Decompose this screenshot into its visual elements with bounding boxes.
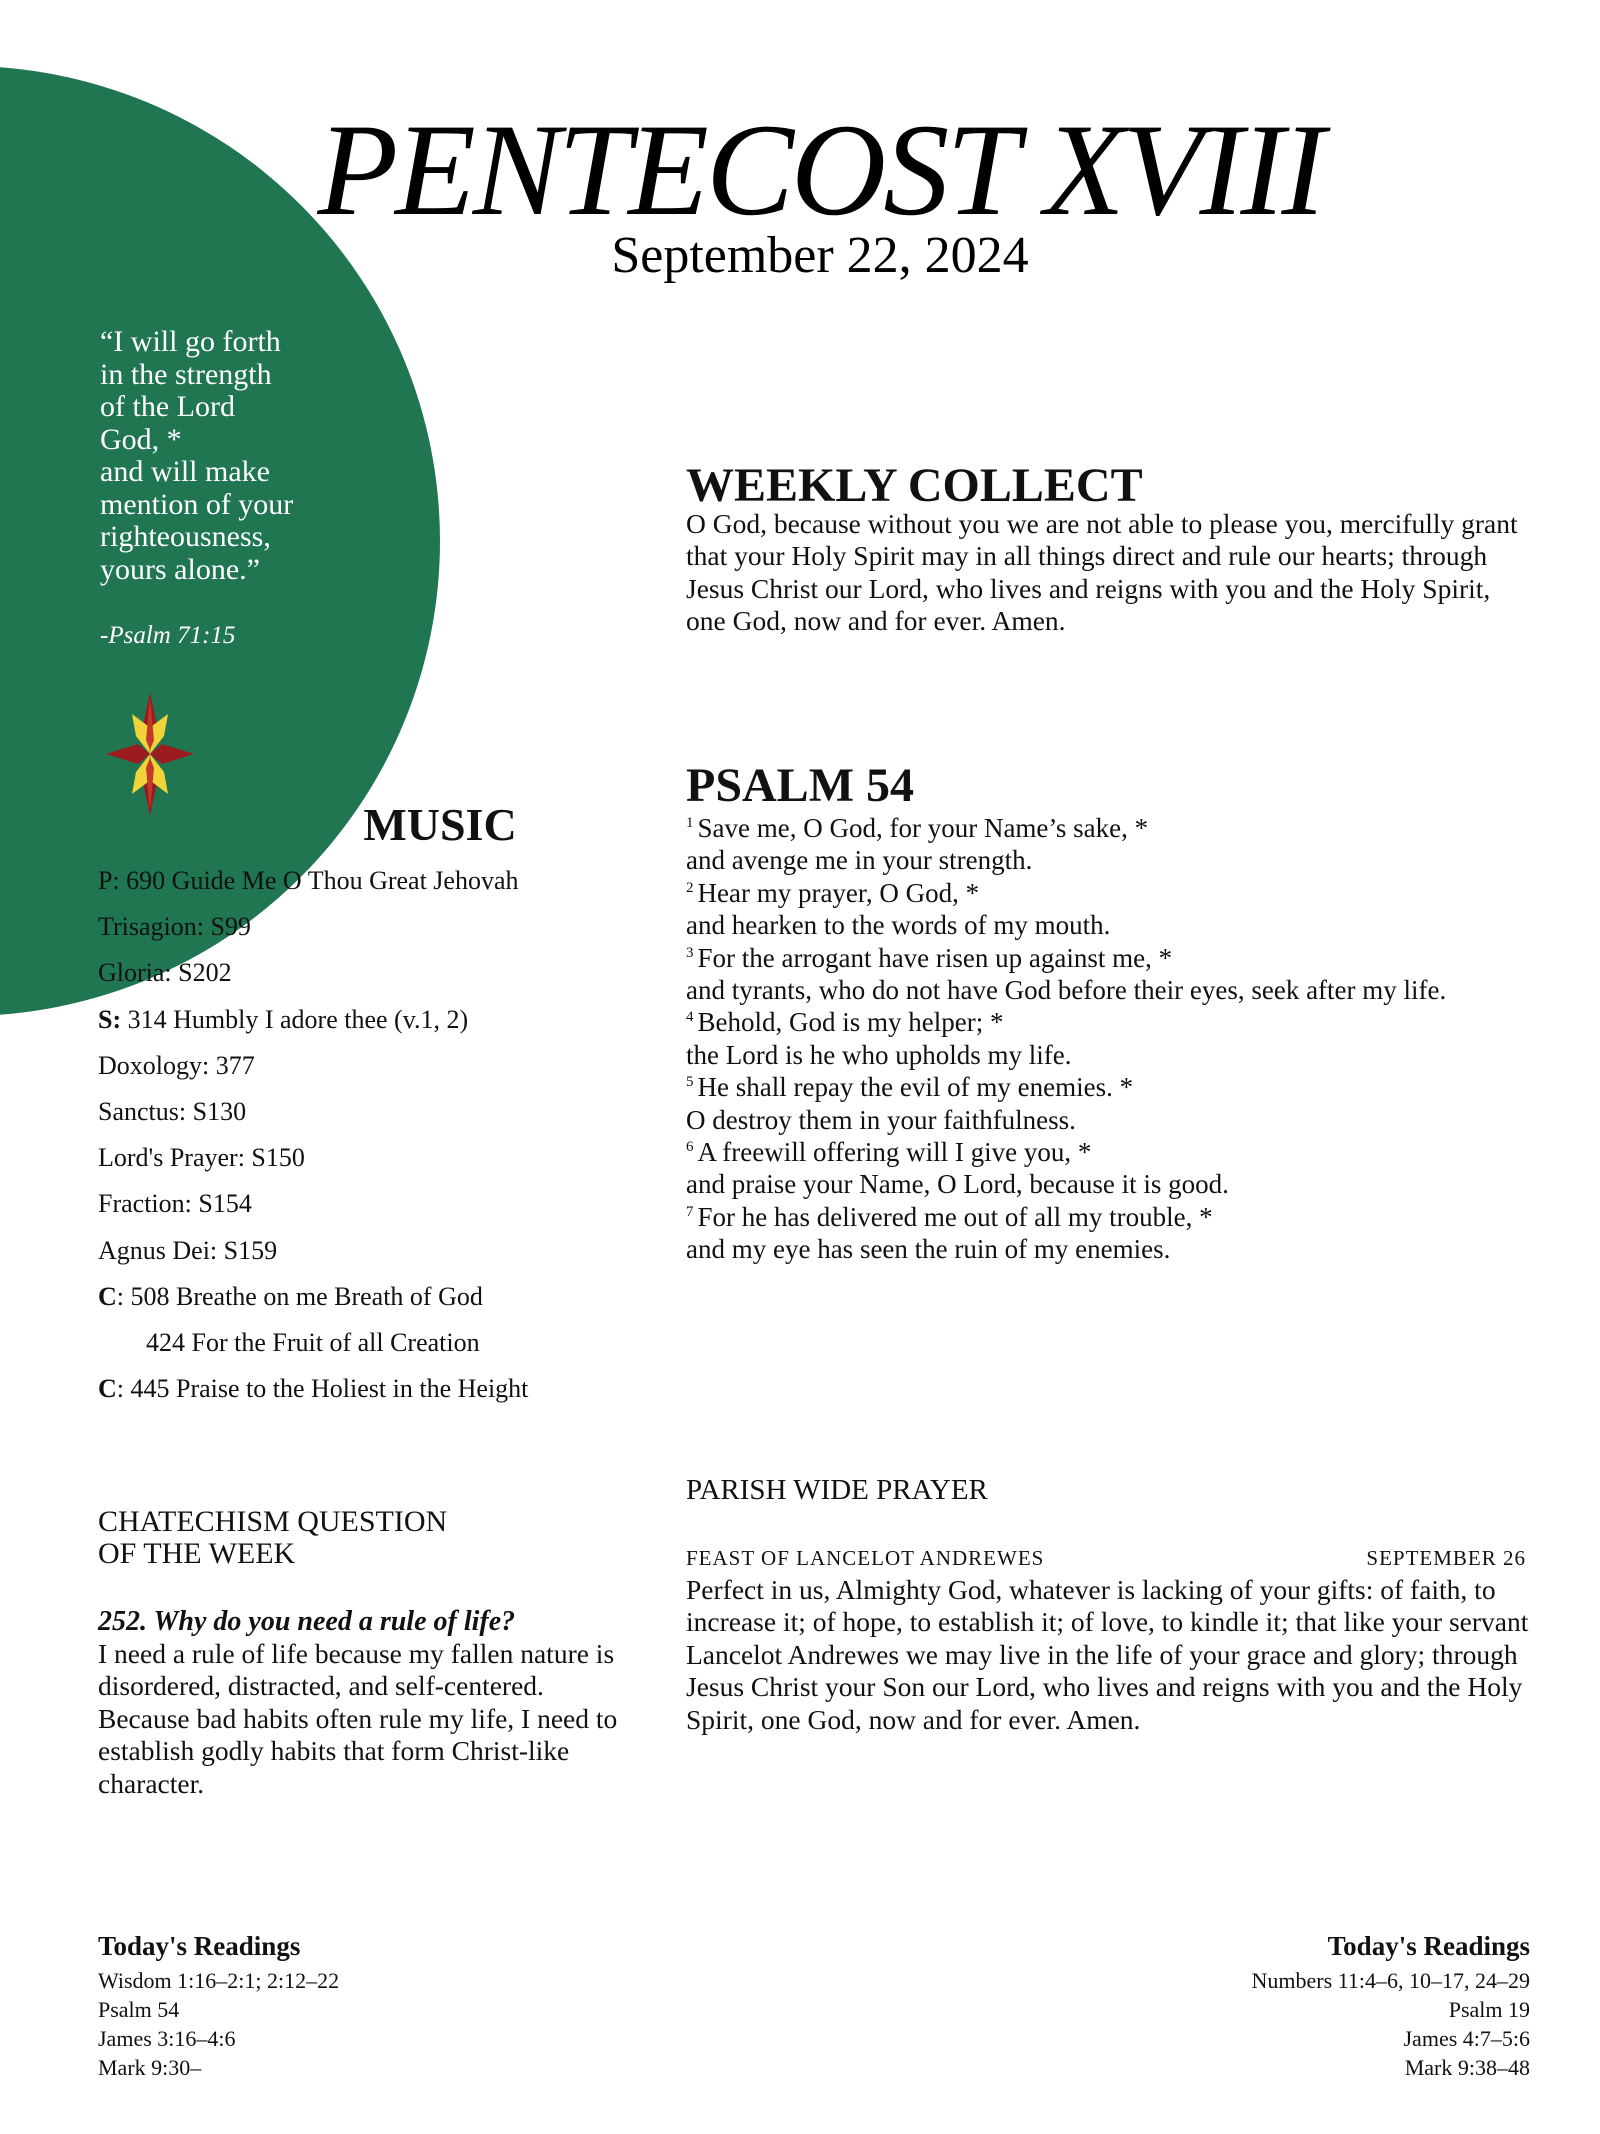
psalm-line: $^3$ For the arrogant have risen up against me, * xyxy=(686,942,1173,973)
feast-name: FEAST OF LANCELOT ANDREWES xyxy=(686,1546,1045,1570)
music-item: Gloria: S202 xyxy=(98,958,232,988)
page-title: PENTECOST XVIII xyxy=(317,96,1323,243)
psalm-line: and avenge me in your strength. xyxy=(686,845,1033,876)
reading-item: Mark 9:38–48 xyxy=(1404,2054,1530,2080)
todays-readings-left xyxy=(98,1932,339,2082)
music-item: Fraction: S154 xyxy=(98,1189,252,1219)
music-item: Sanctus: S130 xyxy=(98,1096,247,1126)
reading-item: Numbers 11:4–6, 10–17, 24–29 xyxy=(1251,1967,1530,1993)
feast-date: SEPTEMBER 26 xyxy=(1366,1546,1526,1570)
psalm-line: and my eye has seen the ruin of my enemies. xyxy=(686,1234,1171,1265)
collect-text: O God, because without you we are not able to please you, mercifully grant that your Holy Spirit may in all things direct and rule our hearts; through Jesus Christ our Lord, who lives and reigns with you and the Holy Spirit, one God, now and for ever. Amen. xyxy=(686,508,1518,637)
music-item: P: 690 Guide Me O Thou Great Jehovah xyxy=(98,866,519,895)
collect-heading: WEEKLY COLLECT xyxy=(686,459,1143,512)
psalm-line: O destroy them in your faithfulness. xyxy=(686,1104,1076,1135)
reading-item: Psalm 19 xyxy=(1448,1996,1530,2022)
psalm-line: and hearken to the words of my mouth. xyxy=(686,910,1111,941)
music-item: C: 445 Praise to the Holiest in the Height xyxy=(98,1374,529,1404)
todays-readings-right xyxy=(1252,1932,1530,2082)
parish-prayer-text: Perfect in us, Almighty God, whatever is lacking of your gifts: of faith, to increase it; of hope, to establish it; of love, to kindle it; that like your servant Lancelot Andrewes we may live in the life of your grace and glory; through Jesus Christ your Son our Lord, who lives and reigns with you and the Holy Spirit, one God, now and for ever. Amen. xyxy=(686,1574,1529,1735)
psalm-line: $^7$ For he has delivered me out of all my trouble, * xyxy=(686,1201,1213,1232)
reading-item: Wisdom 1:16–2:1; 2:12–22 xyxy=(98,1967,340,1993)
readings-heading: Today's Readings xyxy=(98,1931,301,1961)
catechism-answer: I need a rule of life because my fallen nature is disordered, distracted, and self-centered. Because bad habits often rule my life, I need to establish godly habits that form Christ-like character. xyxy=(98,1638,618,1799)
psalm-line: and praise your Name, O Lord, because it is good. xyxy=(686,1169,1229,1200)
music-item: Trisagion: S99 xyxy=(98,912,251,942)
catechism-question: 252. Why do you need a rule of life? xyxy=(98,1606,516,1637)
music-item: 424 For the Fruit of all Creation xyxy=(146,1327,480,1357)
reading-item: James 3:16–4:6 xyxy=(98,2025,236,2051)
psalm-heading: PSALM 54 xyxy=(686,759,914,812)
parish-prayer-heading: PARISH WIDE PRAYER xyxy=(686,1474,988,1506)
reading-item: James 4:7–5:6 xyxy=(1403,2025,1530,2051)
reading-item: Mark 9:30– xyxy=(98,2054,202,2080)
ornamental-cross-icon xyxy=(106,692,194,816)
music-item: Lord's Prayer: S150 xyxy=(98,1143,305,1173)
psalm-line: $^2$ Hear my prayer, O God, * xyxy=(686,877,980,908)
catechism-heading: CHATECHISM QUESTION OF THE WEEK xyxy=(98,1505,448,1570)
readings-heading: Today's Readings xyxy=(1327,1931,1530,1961)
psalm-line: $^5$ He shall repay the evil of my enemies. * xyxy=(686,1072,1134,1103)
psalm-line: $^4$ Behold, God is my helper; * xyxy=(686,1007,1004,1038)
service-date: September 22, 2024 xyxy=(611,227,1029,284)
quote-reference: -Psalm 71:15 xyxy=(100,622,236,649)
music-list xyxy=(98,858,528,1412)
psalm-verses xyxy=(686,812,1566,1266)
psalm-line: and tyrants, who do not have God before their eyes, seek after my life. xyxy=(686,975,1447,1006)
music-item: C: 508 Breathe on me Breath of God xyxy=(98,1281,483,1311)
music-item: Agnus Dei: S159 xyxy=(98,1235,278,1265)
psalm-line: the Lord is he who upholds my life. xyxy=(686,1039,1072,1070)
music-item: S: 314 Humbly I adore thee (v.1, 2) xyxy=(98,1004,469,1034)
psalm-line: $^1$ Save me, O God, for your Name’s sake, * xyxy=(686,813,1149,843)
psalm-line: $^6$ A freewill offering will I give you, * xyxy=(686,1137,1092,1168)
scripture-quote: “I will go forth in the strength of the Lord God, * and will make mention of your righteousness, yours alone.” xyxy=(100,325,294,586)
music-item: Doxology: 377 xyxy=(98,1050,255,1080)
reading-item: Psalm 54 xyxy=(98,1996,180,2022)
music-heading: MUSIC xyxy=(363,799,517,850)
